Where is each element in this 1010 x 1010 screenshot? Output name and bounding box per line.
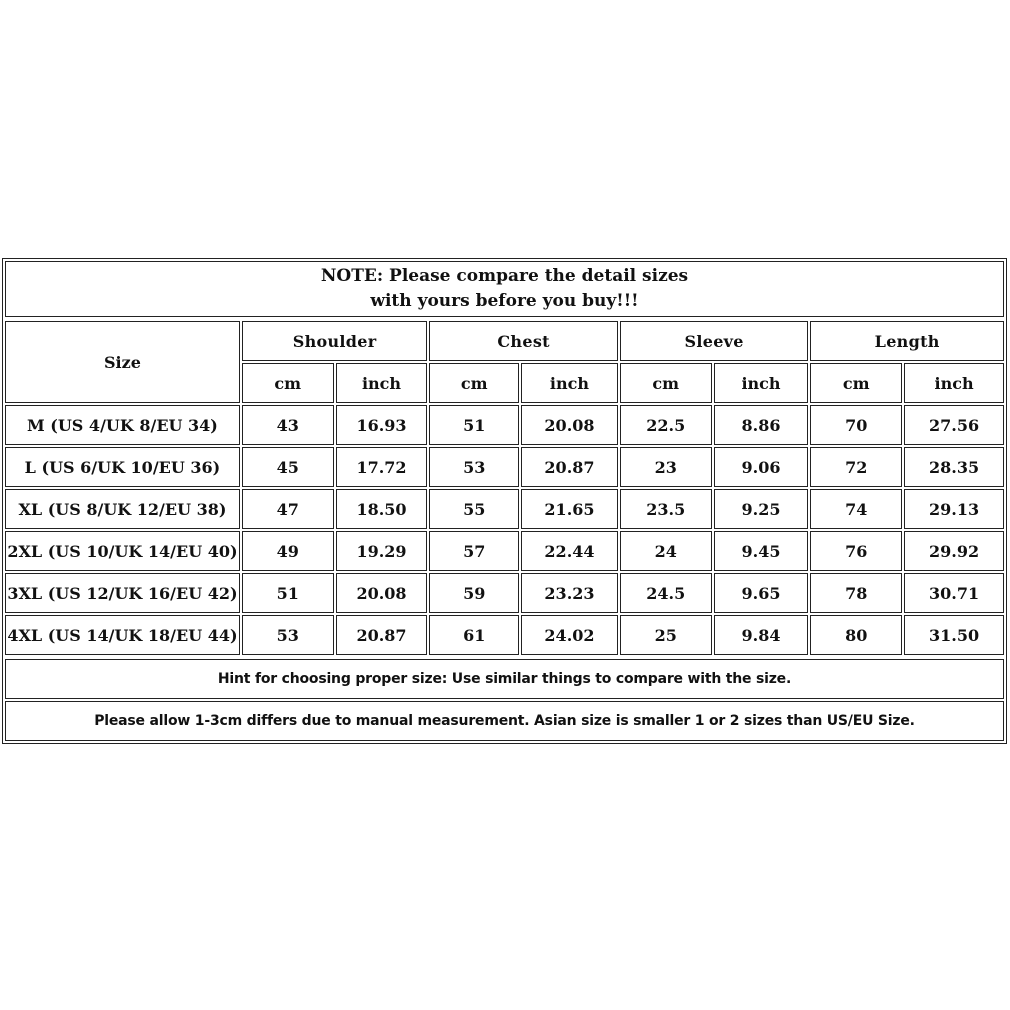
table-cell: 61 <box>429 615 519 655</box>
size-table <box>3 319 1006 657</box>
table-cell: 45 <box>242 447 334 487</box>
table-cell: 22.5 <box>620 405 712 445</box>
table-cell: 23.5 <box>620 489 712 529</box>
table-cell: 30.71 <box>904 573 1004 613</box>
size-label: 4XL (US 14/UK 18/EU 44) <box>5 615 240 655</box>
table-cell: 43 <box>242 405 334 445</box>
unit-header: inch <box>521 363 618 403</box>
table-cell: 20.08 <box>521 405 618 445</box>
table-cell: 53 <box>242 615 334 655</box>
table-cell: 16.93 <box>336 405 428 445</box>
size-label: 2XL (US 10/UK 14/EU 40) <box>5 531 240 571</box>
table-cell: 70 <box>810 405 902 445</box>
table-cell: 51 <box>429 405 519 445</box>
measurement-disclaimer: Please allow 1-3cm differs due to manual measurement. Asian size is smaller 1 or 2 sizes than US/EU Size. <box>5 701 1004 741</box>
size-column-header: Size <box>5 321 240 403</box>
table-cell: 23 <box>620 447 712 487</box>
table-row <box>5 573 1004 613</box>
group-header-length: Length <box>810 321 1004 361</box>
table-cell: 29.13 <box>904 489 1004 529</box>
size-chart <box>2 258 1007 744</box>
table-row <box>5 405 1004 445</box>
table-cell: 9.45 <box>714 531 809 571</box>
table-cell: 9.25 <box>714 489 809 529</box>
unit-header: cm <box>620 363 712 403</box>
table-cell: 80 <box>810 615 902 655</box>
table-cell: 8.86 <box>714 405 809 445</box>
table-row <box>5 615 1004 655</box>
unit-header: inch <box>336 363 428 403</box>
table-cell: 17.72 <box>336 447 428 487</box>
unit-header: cm <box>810 363 902 403</box>
table-cell: 29.92 <box>904 531 1004 571</box>
table-cell: 20.08 <box>336 573 428 613</box>
table-cell: 21.65 <box>521 489 618 529</box>
table-cell: 72 <box>810 447 902 487</box>
size-label: XL (US 8/UK 12/EU 38) <box>5 489 240 529</box>
table-cell: 9.06 <box>714 447 809 487</box>
table-cell: 24.02 <box>521 615 618 655</box>
table-cell: 9.65 <box>714 573 809 613</box>
table-row <box>5 447 1004 487</box>
table-cell: 24 <box>620 531 712 571</box>
note-line-2: with yours before you buy!!! <box>370 291 639 311</box>
table-cell: 20.87 <box>521 447 618 487</box>
unit-header: cm <box>429 363 519 403</box>
table-cell: 28.35 <box>904 447 1004 487</box>
table-cell: 74 <box>810 489 902 529</box>
table-cell: 47 <box>242 489 334 529</box>
unit-header: inch <box>904 363 1004 403</box>
table-cell: 78 <box>810 573 902 613</box>
table-cell: 20.87 <box>336 615 428 655</box>
note-line-1: NOTE: Please compare the detail sizes <box>320 266 689 286</box>
table-cell: 53 <box>429 447 519 487</box>
table-cell: 76 <box>810 531 902 571</box>
table-cell: 19.29 <box>336 531 428 571</box>
table-cell: 23.23 <box>521 573 618 613</box>
unit-header: cm <box>242 363 334 403</box>
table-cell: 59 <box>429 573 519 613</box>
table-cell: 49 <box>242 531 334 571</box>
table-row <box>5 531 1004 571</box>
table-cell: 27.56 <box>904 405 1004 445</box>
table-cell: 31.50 <box>904 615 1004 655</box>
table-cell: 51 <box>242 573 334 613</box>
table-row <box>5 489 1004 529</box>
group-header-sleeve: Sleeve <box>620 321 809 361</box>
size-label: 3XL (US 12/UK 16/EU 42) <box>5 573 240 613</box>
note-banner <box>5 261 1004 317</box>
table-cell: 18.50 <box>336 489 428 529</box>
size-label: M (US 4/UK 8/EU 34) <box>5 405 240 445</box>
group-header-shoulder: Shoulder <box>242 321 427 361</box>
table-cell: 24.5 <box>620 573 712 613</box>
hint-note: Hint for choosing proper size: Use similar things to compare with the size. <box>5 659 1004 699</box>
table-cell: 9.84 <box>714 615 809 655</box>
size-label: L (US 6/UK 10/EU 36) <box>5 447 240 487</box>
table-cell: 55 <box>429 489 519 529</box>
group-header-chest: Chest <box>429 321 618 361</box>
table-cell: 57 <box>429 531 519 571</box>
unit-header: inch <box>714 363 809 403</box>
table-cell: 25 <box>620 615 712 655</box>
table-cell: 22.44 <box>521 531 618 571</box>
